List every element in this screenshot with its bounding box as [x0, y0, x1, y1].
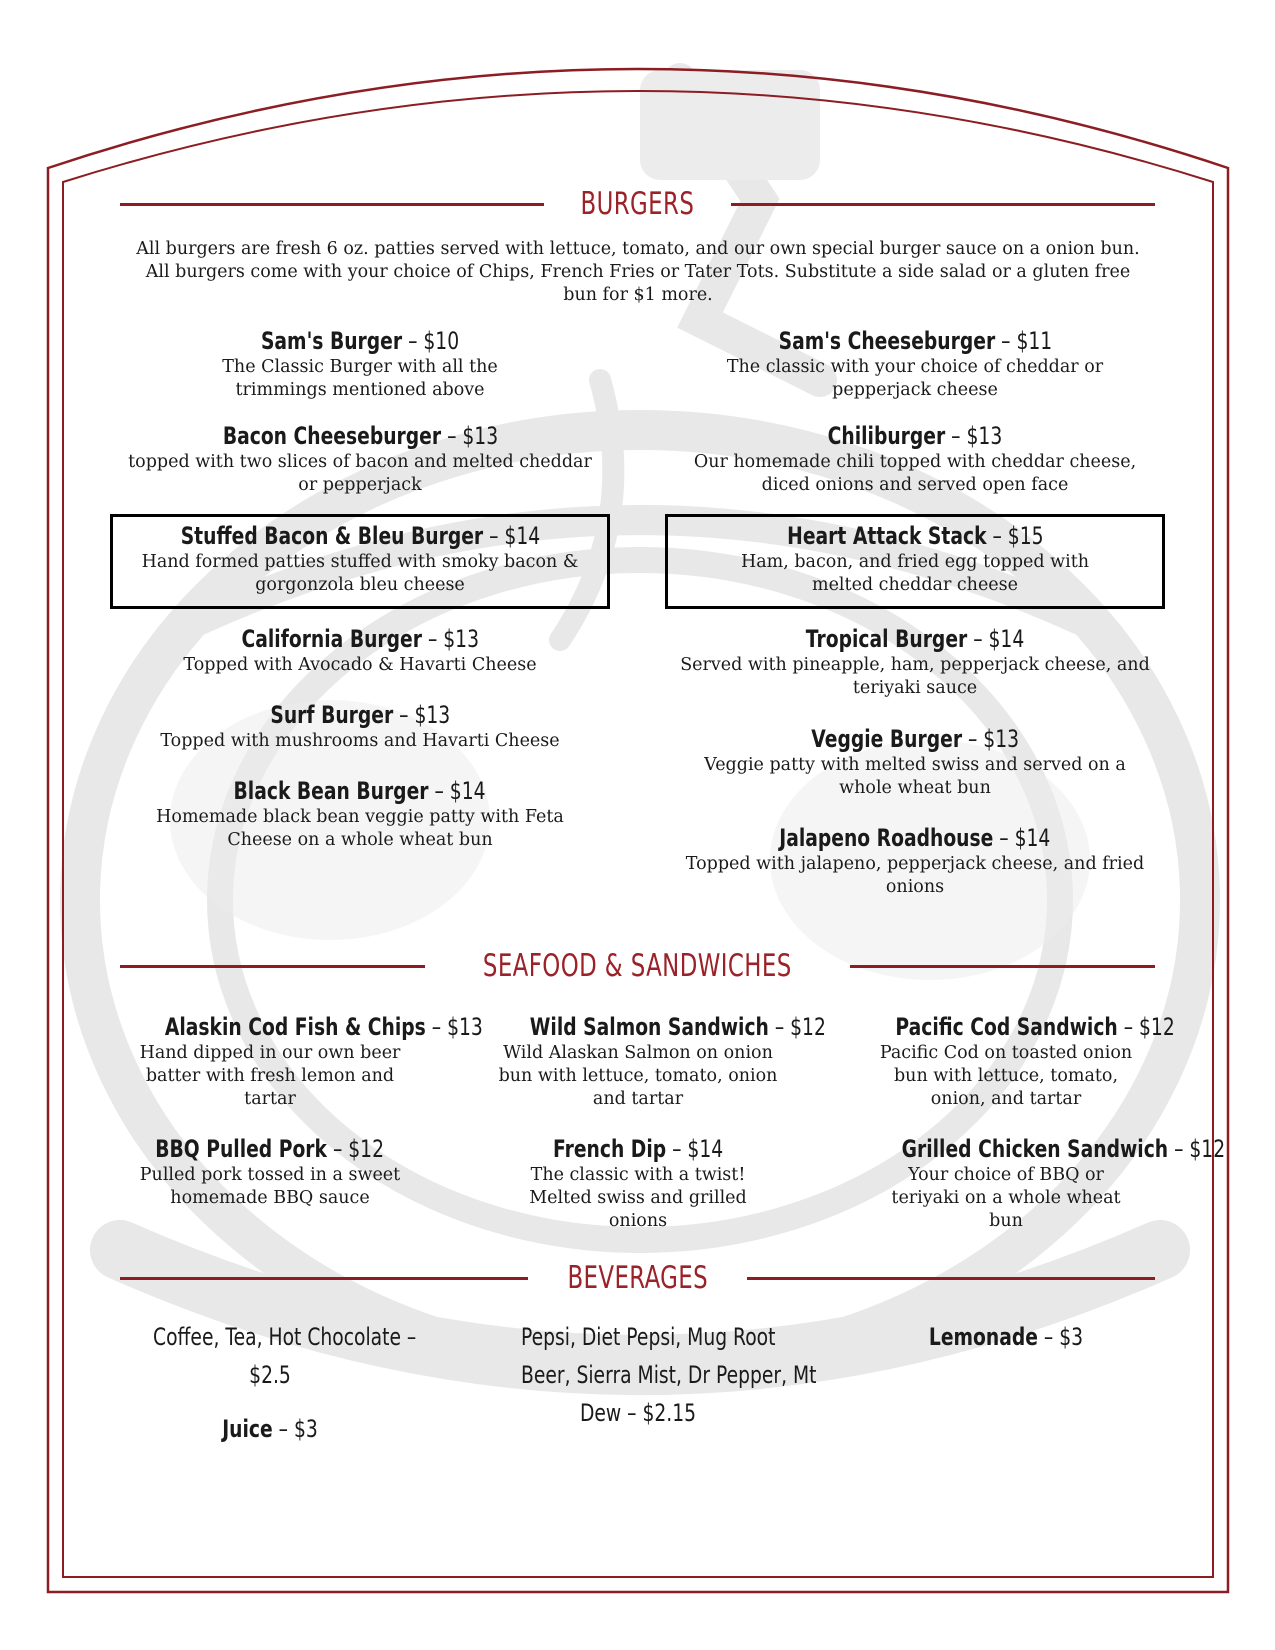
- featured-menu-item: [665, 514, 1165, 609]
- burgers-intro: All burgers are fresh 6 oz. patties served with lettuce, tomato, and our own special burger sauce on a onion bun. All burgers come with your choice of Chips, French Fries or Tater Tots. Substitute a side salad or a gluten free bun for $1 more.: [136, 239, 1140, 305]
- beverage-name: Coffee, Tea, Hot Chocolate –: [153, 1323, 417, 1351]
- item-name: Heart Attack Stack – $15: [786, 522, 1044, 550]
- beverage-name: Dew – $2.15: [579, 1399, 697, 1427]
- item-description: The classic with your choice of cheddar or pepperjack cheese: [726, 357, 1104, 400]
- beverage-price: $2.5: [249, 1361, 291, 1389]
- item-description: Our homemade chili topped with cheddar cheese, diced onions and served open face: [693, 452, 1137, 495]
- item-description: The classic with a twist! Melted swiss and grilled onions: [529, 1165, 747, 1231]
- header-rule: [747, 1277, 1155, 1280]
- menu-item: [856, 1012, 1175, 1111]
- menu-item: [675, 421, 1155, 497]
- burgers-title: BURGERS: [580, 186, 695, 222]
- menu-item: [120, 421, 600, 497]
- seafood-title: SEAFOOD & SANDWICHES: [483, 948, 792, 984]
- item-description: Pulled pork tossed in a sweet homemade BBQ sauce: [139, 1165, 401, 1208]
- menu-item: [120, 624, 600, 677]
- menu-item: [120, 1134, 420, 1210]
- item-description: topped with two slices of bacon and melted cheddar or pepperjack: [128, 452, 592, 495]
- item-name: BBQ Pulled Pork – $12: [155, 1135, 385, 1163]
- item-description: Hand formed patties stuffed with smoky bacon & gorgonzola bleu cheese: [141, 552, 579, 595]
- header-rule: [731, 203, 1155, 206]
- menu-item: [120, 776, 600, 852]
- item-description: Homemade black bean veggie patty with Feta Cheese on a whole wheat bun: [156, 807, 564, 850]
- beverage-item: [120, 1410, 420, 1448]
- menu-item: [488, 1012, 826, 1111]
- menu-item: [120, 326, 600, 402]
- beverage-item: [120, 1318, 420, 1394]
- item-description: Wild Alaskan Salmon on onion bun with lettuce, tomato, onion and tartar: [498, 1043, 778, 1109]
- beverages-section-header: [120, 1260, 1155, 1296]
- item-name: Stuffed Bacon & Bleu Burger – $14: [180, 522, 540, 550]
- menu-item: [120, 700, 600, 753]
- item-name: Sam's Burger – $10: [260, 327, 460, 355]
- item-name: French Dip – $14: [552, 1135, 724, 1163]
- item-name: Pacific Cod Sandwich – $12: [895, 1013, 1175, 1041]
- item-description: Veggie patty with melted swiss and served on a whole wheat bun: [704, 755, 1126, 798]
- item-name: California Burger – $13: [241, 625, 479, 653]
- menu-item: [488, 1134, 788, 1233]
- header-rule: [120, 965, 425, 968]
- header-rule: [850, 965, 1155, 968]
- menu-item: [675, 823, 1155, 899]
- item-name: Black Bean Burger – $14: [234, 777, 486, 805]
- item-description: Served with pineapple, ham, pepperjack cheese, and teriyaki sauce: [680, 655, 1150, 698]
- menu-item: [675, 724, 1155, 800]
- item-name: Tropical Burger – $14: [805, 625, 1025, 653]
- item-name: Sam's Cheeseburger – $11: [778, 327, 1052, 355]
- item-name: Surf Burger – $13: [270, 701, 450, 729]
- menu-item: [675, 326, 1155, 402]
- item-description: The Classic Burger with all the trimmings mentioned above: [222, 357, 498, 400]
- item-name: Bacon Cheeseburger – $13: [222, 422, 498, 450]
- beverage-name: Pepsi, Diet Pepsi, Mug Root: [521, 1323, 776, 1351]
- item-description: Pacific Cod on toasted onion bun with lettuce, tomato, onion, and tartar: [879, 1043, 1133, 1109]
- menu-item: [856, 1134, 1226, 1233]
- menu-item: [120, 1012, 483, 1111]
- item-name: Alaskin Cod Fish & Chips – $13: [164, 1013, 483, 1041]
- item-description: Topped with mushrooms and Havarti Cheese: [160, 731, 560, 751]
- beverage-item: [856, 1318, 1156, 1356]
- item-description: Topped with Avocado & Havarti Cheese: [183, 655, 537, 675]
- header-rule: [120, 203, 544, 206]
- burgers-section-header: [120, 186, 1155, 222]
- item-name: Jalapeno Roadhouse – $14: [779, 824, 1051, 852]
- item-name: Wild Salmon Sandwich – $12: [529, 1013, 826, 1041]
- beverage-name: Beer, Sierra Mist, Dr Pepper, Mt: [521, 1361, 817, 1389]
- seafood-section-header: [120, 948, 1155, 984]
- item-description: Hand dipped in our own beer batter with fresh lemon and tartar: [139, 1043, 401, 1109]
- item-name: Veggie Burger – $13: [811, 725, 1019, 753]
- item-description: Ham, bacon, and fried egg topped with melted cheddar cheese: [740, 552, 1090, 595]
- header-rule: [120, 1277, 528, 1280]
- item-name: Chiliburger – $13: [827, 422, 1003, 450]
- featured-menu-item: [110, 514, 610, 609]
- beverages-title: BEVERAGES: [567, 1260, 708, 1296]
- beverage-name: Lemonade – $3: [928, 1323, 1084, 1351]
- menu-item: [675, 624, 1155, 700]
- beverage-name: Juice – $3: [222, 1415, 318, 1443]
- item-description: Topped with jalapeno, pepperjack cheese, and fried onions: [685, 854, 1145, 897]
- item-description: Your choice of BBQ or teriyaki on a whole wheat bun: [891, 1165, 1121, 1231]
- beverage-item: [488, 1318, 817, 1432]
- item-name: Grilled Chicken Sandwich – $12: [901, 1135, 1226, 1163]
